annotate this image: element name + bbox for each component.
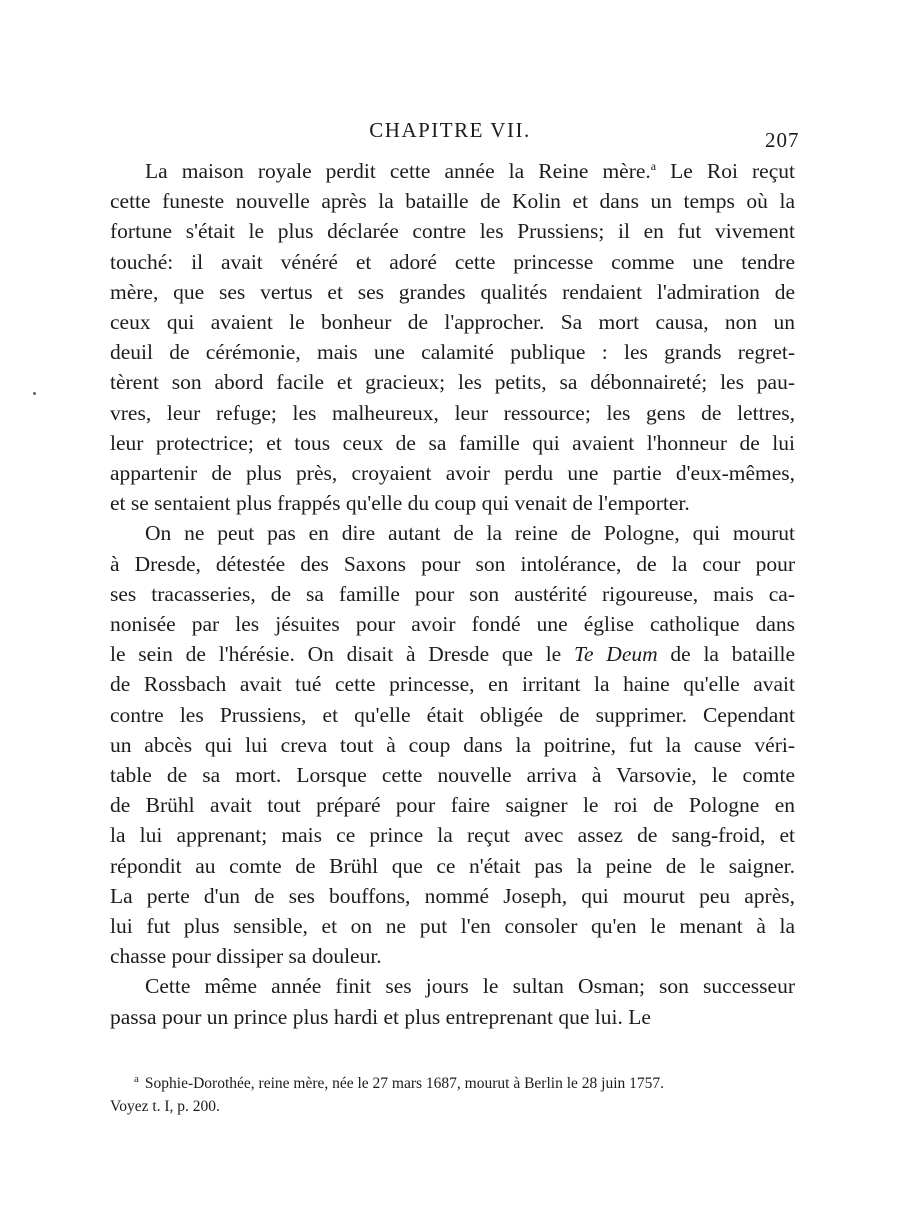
footnote-reference: a: [650, 158, 657, 173]
text-line: Cette même année finit ses jours le sultan Osman; son successeur: [145, 974, 795, 999]
body-text: [110, 156, 795, 1032]
paragraph: [110, 971, 795, 1031]
italic-title: Te Deum: [574, 642, 658, 667]
text-segment: de la bataille: [657, 642, 796, 667]
text-line: On ne peut pas en dire autant de la reine de Pologne, qui mourut: [145, 521, 795, 546]
footnote-line-2: Voyez t. I, p. 200.: [110, 1098, 220, 1115]
footnote-marker: a: [134, 1072, 139, 1085]
paragraph: [110, 518, 795, 971]
text-line: [110, 639, 795, 669]
text-line: contre les Prussiens, et qu'elle était obligée de supprimer. Cependant: [110, 702, 795, 727]
text-segment: La maison royale perdit cette année la Reine mère.: [145, 159, 651, 183]
text-line: de Rossbach avait tué cette princesse, en irritant la haine qu'elle avait: [110, 672, 795, 697]
text-segment: le sein de l'hérésie. On disait à Dresde que le: [110, 642, 574, 667]
text-line: ceux qui avaient le bonheur de l'approcher. Sa mort causa, non un: [110, 310, 795, 335]
paragraph: [110, 156, 795, 518]
text-line: de Brühl avait tout préparé pour faire saigner le roi de Pologne en: [110, 793, 795, 818]
text-segment: Le Roi reçut: [656, 159, 795, 183]
text-line: mère, que ses vertus et ses grandes qualités rendaient l'admiration de: [110, 279, 795, 304]
text-line: fortune s'était le plus déclarée contre les Prussiens; il en fut vivement: [110, 219, 795, 244]
text-line: chasse pour dissiper sa douleur.: [110, 944, 382, 969]
text-line: tèrent son abord facile et gracieux; les petits, sa débonnaireté; les pau-: [110, 370, 795, 395]
text-line: à Dresde, détestée des Saxons pour son intolérance, de la cour pour: [110, 551, 795, 576]
text-line: La perte d'un de ses bouffons, nommé Joseph, qui mourut peu après,: [110, 883, 795, 908]
text-line: vres, leur refuge; les malheureux, leur ressource; les gens de lettres,: [110, 400, 795, 425]
footnote: [110, 1072, 795, 1118]
text-line: touché: il avait vénéré et adoré cette princesse comme une tendre: [110, 249, 795, 274]
text-line: passa pour un prince plus hardi et plus entreprenant que lui. Le: [110, 1004, 651, 1029]
text-line: deuil de cérémonie, mais une calamité publique : les grands regret-: [110, 340, 795, 365]
text-line: table de sa mort. Lorsque cette nouvelle arriva à Varsovie, le comte: [110, 763, 795, 788]
print-speck: [33, 392, 36, 395]
text-line: ses tracasseries, de sa famille pour son austérité rigoureuse, mais ca-: [110, 581, 795, 606]
text-line: la lui apprenant; mais ce prince la reçut avec assez de sang-froid, et: [110, 823, 795, 848]
text-line: [110, 156, 795, 186]
footnote-line-1: [110, 1072, 795, 1095]
footnote-text: Sophie-Dorothée, reine mère, née le 27 mars 1687, mourut à Berlin le 28 juin 1757.: [144, 1075, 665, 1092]
text-line: appartenir de plus près, croyaient avoir perdu une partie d'eux-mêmes,: [110, 461, 795, 486]
text-line: cette funeste nouvelle après la bataille de Kolin et dans un temps où la: [110, 189, 795, 214]
text-line: nonisée par les jésuites pour avoir fondé une église catholique dans: [110, 612, 795, 637]
text-line: répondit au comte de Brühl que ce n'était pas la peine de le saigner.: [110, 853, 795, 878]
running-head: CHAPITRE VII.: [369, 118, 531, 142]
text-line: leur protectrice; et tous ceux de sa famille qui avaient l'honneur de lui: [110, 430, 795, 455]
text-line: lui fut plus sensible, et on ne put l'en consoler qu'en le menant à la: [110, 914, 795, 939]
page-number: 207: [765, 128, 800, 152]
text-line: un abcès qui lui creva tout à coup dans la poitrine, fut la cause véri-: [110, 732, 795, 757]
text-line: et se sentaient plus frappés qu'elle du coup qui venait de l'emporter.: [110, 491, 690, 516]
